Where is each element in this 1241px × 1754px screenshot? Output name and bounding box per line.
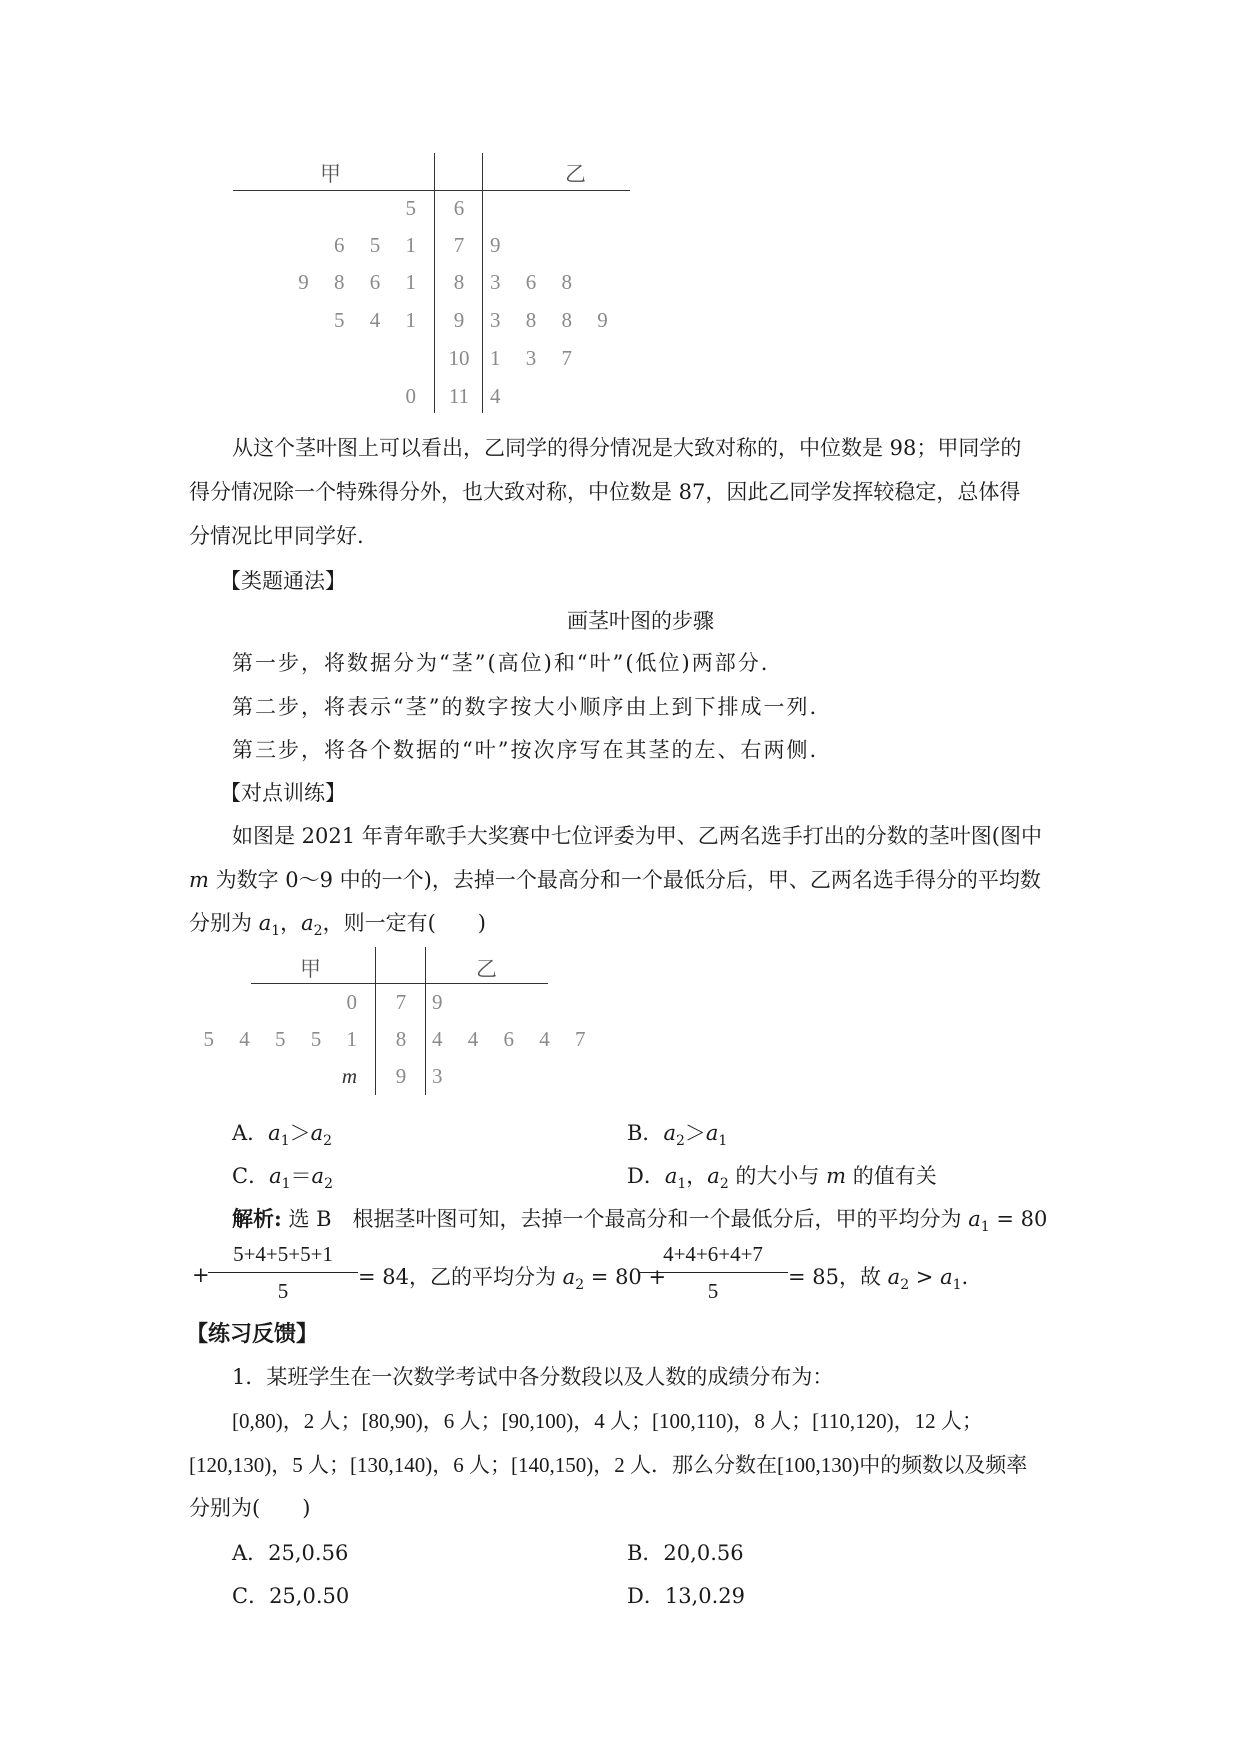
fraction2-bar xyxy=(638,1272,788,1273)
method-step1: 第一步，将数据分为“茎”(高位)和“叶”(低位)两部分. xyxy=(232,651,770,675)
training-heading: 【对点训练】 xyxy=(220,781,346,805)
plot1-left-leaves: 0 xyxy=(405,384,426,408)
fraction2-denominator: 5 xyxy=(707,1279,719,1303)
training-question-line3: 分别为 $a_1$，$a_2$，则一定有( ) xyxy=(189,911,486,940)
plot1-right-leaves: 9 xyxy=(490,233,511,257)
plot2-header-rule xyxy=(251,983,548,984)
plot2-divider-left xyxy=(375,947,376,1095)
feedback-option-c: C．25,0.50 xyxy=(232,1584,350,1608)
feedback-q1-line1: 1．某班学生在一次数学考试中各分数段以及人数的成绩分布为： xyxy=(232,1365,834,1389)
plot1-left-leaves: 9 8 6 1 xyxy=(298,270,426,294)
plot2-left-leaves: 5 4 5 5 1 xyxy=(203,1027,367,1051)
solution-line1: 解析: 选 B 根据茎叶图可知，去掉一个最高分和一个最低分后，甲的平均分为 $a_1 = 80$ xyxy=(232,1206,1048,1236)
plot2-right-leaves: 4 4 6 4 7 xyxy=(432,1027,596,1051)
plot1-stem: 11 xyxy=(448,384,470,408)
feedback-heading: 【练习反馈】 xyxy=(186,1321,319,1347)
feedback-option-b: B．20,0.56 xyxy=(627,1541,744,1565)
plot1-right-leaves: 1 3 7 xyxy=(490,346,582,370)
plot1-right-leaves: 3 6 8 xyxy=(490,270,582,294)
option-c: C．$a_1=a_2$ xyxy=(232,1164,333,1193)
option-d: D．$a_1$，$a_2$ 的大小与 m 的值有关 xyxy=(627,1164,937,1193)
para1-line2: 得分情况除一个特殊得分外，也大致对称，中位数是 87，因此乙同学发挥较稳定，总体得 xyxy=(189,480,1021,504)
feedback-option-a: A．25,0.56 xyxy=(232,1541,349,1565)
plot2-header-right: 乙 xyxy=(476,957,497,981)
plot2-right-leaves: 3 xyxy=(432,1064,453,1088)
plus-sign: + xyxy=(192,1263,210,1287)
plot1-stem: 8 xyxy=(453,270,465,294)
plot1-header-rule xyxy=(233,190,630,191)
method-step2: 第二步，将表示“茎”的数字按大小顺序由上到下排成一列. xyxy=(232,695,819,719)
plot1-left-leaves: 5 4 1 xyxy=(334,308,426,332)
method-heading: 【类题通法】 xyxy=(220,569,346,593)
plot2-stem: 9 xyxy=(395,1064,407,1088)
option-b: B．$a_2>a_1$ xyxy=(627,1121,728,1150)
feedback-option-d: D．13,0.29 xyxy=(627,1584,745,1608)
option-a: A．$a_1>a_2$ xyxy=(232,1121,333,1150)
fraction2-numerator: 4+4+6+4+7 xyxy=(663,1242,763,1266)
plot1-left-leaves: 6 5 1 xyxy=(334,233,426,257)
method-step3: 第三步，将各个数据的“叶”按次序写在其茎的左、右两侧. xyxy=(232,738,819,762)
plot1-header-right: 乙 xyxy=(565,162,586,186)
plot1-right-leaves: 4 xyxy=(490,384,511,408)
feedback-q1-line3: [120,130)，5 人；[130,140)，6 人；[140,150)，2 人．那么分数在[100,130)中的频数以及频率 xyxy=(189,1453,1028,1477)
plot1-stem: 7 xyxy=(453,233,465,257)
plot2-right-leaves: 9 xyxy=(432,990,453,1014)
solution-line2-text: = 84，乙的平均分为 $a_2 = 80$ + xyxy=(358,1265,667,1294)
plot1-stem: 9 xyxy=(453,308,465,332)
plot2-stem: 8 xyxy=(395,1027,407,1051)
plot2-header-left: 甲 xyxy=(300,957,321,981)
plot1-right-leaves: 3 8 8 9 xyxy=(490,308,618,332)
solution-line2-end: = 85，故 $a_2 > a_1$. xyxy=(788,1265,969,1294)
fraction1-denominator: 5 xyxy=(277,1279,289,1303)
fraction1-numerator: 5+4+5+5+1 xyxy=(233,1242,333,1266)
plot1-divider-left xyxy=(434,153,435,413)
fraction1-bar xyxy=(208,1272,358,1273)
plot1-header-left: 甲 xyxy=(320,162,341,186)
plot1-divider-right xyxy=(482,153,483,413)
plot2-left-leaves: m xyxy=(341,1064,367,1088)
training-question-line1: 如图是 2021 年青年歌手大奖赛中七位评委为甲、乙两名选手打出的分数的茎叶图(图中 xyxy=(232,824,1042,848)
plot2-left-leaves: 0 xyxy=(346,990,367,1014)
plot1-left-leaves: 5 xyxy=(405,196,426,220)
plot2-stem: 7 xyxy=(395,990,407,1014)
plot1-stem: 10 xyxy=(448,346,470,370)
method-title: 画茎叶图的步骤 xyxy=(567,609,714,633)
para1-line1: 从这个茎叶图上可以看出，乙同学的得分情况是大致对称的，中位数是 98；甲同学的 xyxy=(232,436,1022,460)
feedback-q1-line2: [0,80)，2 人；[80,90)，6 人；[90,100)，4 人；[100,110)，8 人；[110,120)，12 人； xyxy=(232,1409,983,1433)
plot1-stem: 6 xyxy=(453,196,465,220)
training-question-line2: m 为数字 0～9 中的一个)，去掉一个最高分和一个最低分后，甲、乙两名选手得分的平均数 xyxy=(189,868,1041,892)
feedback-q1-line4: 分别为( ) xyxy=(189,1496,311,1520)
para1-line3: 分情况比甲同学好. xyxy=(189,524,364,548)
plot2-divider-right xyxy=(425,947,426,1095)
